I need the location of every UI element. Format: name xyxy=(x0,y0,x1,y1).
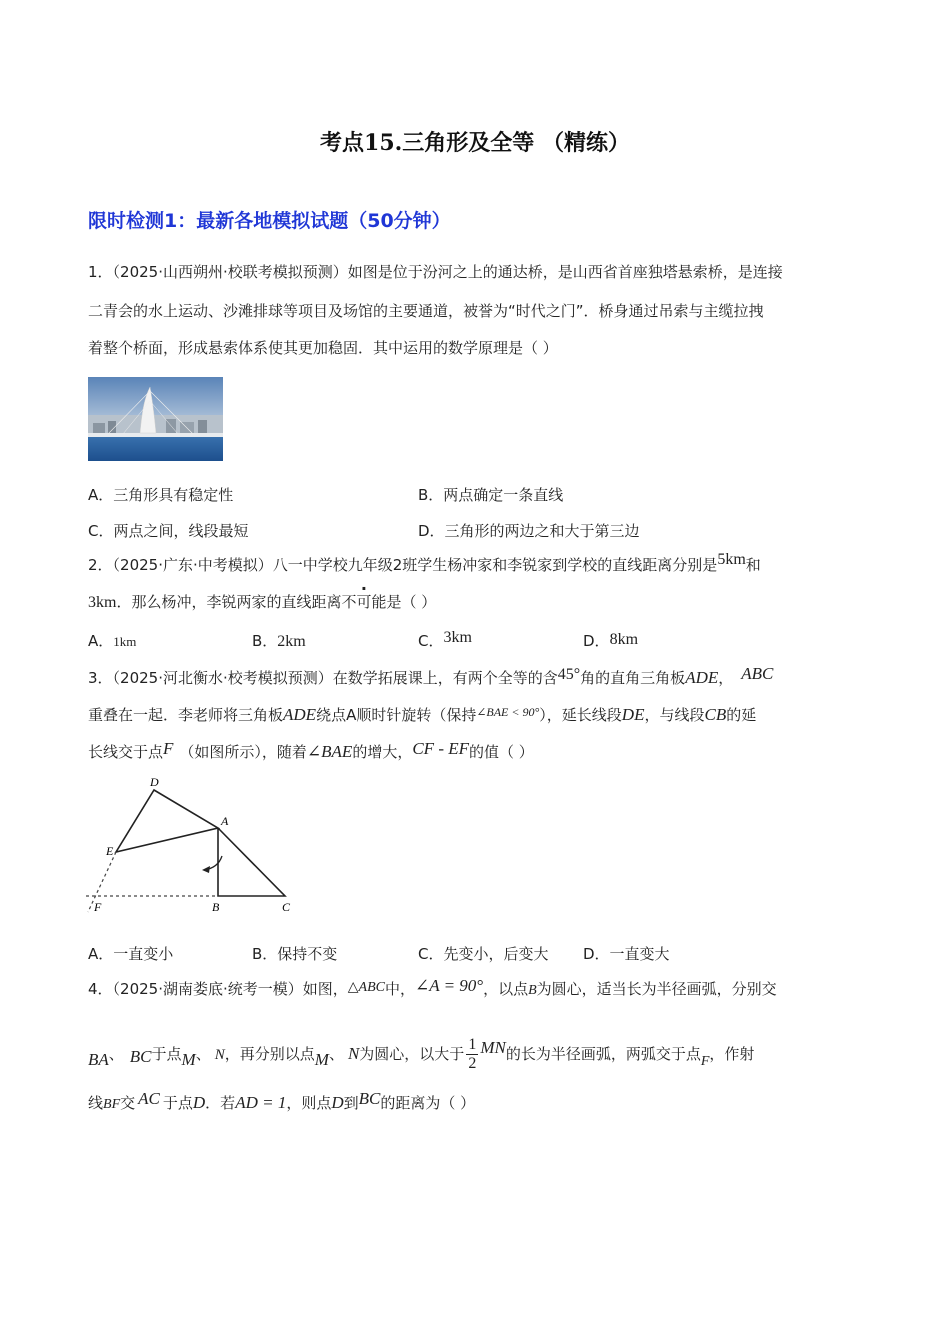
q3-math-angle-bae: ∠BAE xyxy=(306,742,353,761)
q4-line3-b: 交 xyxy=(120,1094,136,1112)
q3-figure xyxy=(84,772,299,917)
q1-option-b[interactable]: B．两点确定一条直线 xyxy=(418,486,564,504)
q4-math-m: M xyxy=(181,1050,196,1069)
q2-option-a[interactable] xyxy=(88,630,136,651)
rotation-arrowhead xyxy=(202,866,210,873)
q4-math-bf: BF xyxy=(103,1097,121,1112)
q2-option-b-label: B． xyxy=(252,632,278,650)
q4-math-n: N xyxy=(214,1047,225,1063)
q1-line1: 1．（2025·山西朔州·校联考模拟预测）如图是位于汾河之上的通达桥，是山西省首座独塔悬索桥，是连接 xyxy=(88,263,783,281)
q4-line1-b: 中， xyxy=(384,980,415,998)
q3-math-cf-ef: CF - EF xyxy=(412,739,469,758)
q3-math-abc: ABC xyxy=(741,664,774,683)
q2-option-b[interactable] xyxy=(252,630,306,651)
q4-math-d: D xyxy=(192,1093,206,1112)
q2-option-d[interactable] xyxy=(583,630,638,651)
label-a: A xyxy=(221,814,229,828)
q3-line2 xyxy=(88,705,756,726)
q4-line1-c: ，以点 xyxy=(483,980,529,998)
q4-math-ad-eq-1: AD = 1 xyxy=(235,1093,287,1112)
q3-line2-c: ），延长线段 xyxy=(539,706,622,724)
q4-math-d-2: D xyxy=(331,1093,344,1112)
q3-option-d[interactable]: D．一直变大 xyxy=(583,945,670,963)
q3-degree: 45° xyxy=(557,666,581,683)
q4-fraction-half xyxy=(466,1036,478,1073)
q4-line2-h: ，作射 xyxy=(709,1045,755,1063)
q4-line3 xyxy=(88,1089,476,1115)
q4-line1 xyxy=(88,976,777,1001)
q3-math-ade-2: ADE xyxy=(283,705,317,724)
bridge-photo xyxy=(88,377,223,461)
q2-emphasis: 不可能 xyxy=(341,593,387,611)
q2-line2-text-b: 是（ ） xyxy=(386,593,437,611)
q4-line2-f: 为圆心，以大于 xyxy=(359,1045,465,1063)
q2-option-c-value: 3km xyxy=(443,629,472,646)
q1-option-a[interactable]: A．三角形具有稳定性 xyxy=(88,486,234,504)
q4-line2-e: 、 xyxy=(328,1045,344,1063)
q3-line1-a: 3．（2025·河北衡水·校考模拟预测）在数学拓展课上，有两个全等的含 xyxy=(88,669,558,687)
q4-math-mn: MN xyxy=(480,1038,506,1057)
q2-value-3km: 3km xyxy=(88,594,117,611)
q3-option-c[interactable]: C．先变小，后变大 xyxy=(418,945,549,963)
q4-math-m-2: M xyxy=(314,1050,329,1069)
q4-line2-b: 于点 xyxy=(151,1045,182,1063)
q4-math-f: F xyxy=(700,1054,710,1069)
q3-line3-a: 长线交于点 xyxy=(88,743,164,761)
q2-line2 xyxy=(88,592,436,613)
q4-line3-g: 的距离为（ ） xyxy=(380,1094,476,1112)
q2-line1 xyxy=(88,551,761,576)
q3-option-a[interactable]: A．一直变小 xyxy=(88,945,174,963)
q4-fraction-denominator: 2 xyxy=(468,1055,477,1072)
q3-math-de: DE xyxy=(621,705,645,724)
q4-line3-a: 线 xyxy=(88,1094,104,1112)
q3-math-cb: CB xyxy=(704,705,727,724)
q3-line2-e: 的延 xyxy=(726,706,757,724)
q3-line2-a: 重叠在一起．李老师将三角板 xyxy=(88,706,284,724)
label-e: E xyxy=(106,844,114,858)
q1-line3: 着整个桥面，形成悬索体系使其更加稳固．其中运用的数学原理是（ ） xyxy=(88,339,558,357)
dashed-extension-ef xyxy=(88,852,116,912)
q2-option-b-value: 2km xyxy=(277,633,306,650)
page-title: 考点15.三角形及全等 （精练） xyxy=(320,130,630,156)
q4-math-ac: AC xyxy=(138,1089,160,1108)
label-d: D xyxy=(150,775,159,789)
q4-line3-c: 于点 xyxy=(162,1094,193,1112)
q3-option-b[interactable]: B．保持不变 xyxy=(252,945,338,963)
q4-line3-e: ，则点 xyxy=(286,1094,332,1112)
q4-line2-a: 、 xyxy=(108,1045,124,1063)
q4-fraction-numerator: 1 xyxy=(468,1036,477,1053)
q4-math-bc: BC xyxy=(129,1047,152,1066)
q3-line2-b: 绕点A顺时针旋转（保持 xyxy=(316,706,477,724)
q4-math-bc-2: BC xyxy=(358,1089,381,1108)
q2-option-c[interactable] xyxy=(418,630,472,651)
q3-sep: ， xyxy=(718,669,734,687)
q2-option-d-value: 8km xyxy=(609,631,639,648)
q4-line1-d: 为圆心，适当长为半径画弧，分别交 xyxy=(536,980,777,998)
q2-option-c-label: C． xyxy=(418,632,444,650)
q4-math-ba: BA xyxy=(88,1050,109,1069)
section-heading: 限时检测1：最新各地模拟试题（50分钟） xyxy=(88,210,451,232)
q4-line2-g: 的长为半径画弧，两弧交于点 xyxy=(505,1045,701,1063)
q3-line1-b: 角的直角三角板 xyxy=(580,669,686,687)
q3-line3-c: 的增大， xyxy=(352,743,413,761)
q4-line3-d: ．若 xyxy=(205,1094,236,1112)
q2-option-d-label: D． xyxy=(583,632,610,650)
q4-line2-c: 、 xyxy=(195,1045,211,1063)
q3-line3-d: 的值（ ） xyxy=(469,743,534,761)
label-c: C xyxy=(282,900,291,914)
q3-math-f: F xyxy=(163,739,174,758)
triangle-abc xyxy=(218,828,285,896)
q3-line3 xyxy=(88,739,534,762)
q4-line3-f: 到 xyxy=(343,1094,359,1112)
q2-option-a-value: 1km xyxy=(113,634,137,649)
q1-option-c[interactable]: C．两点之间，线段最短 xyxy=(88,522,249,540)
q4-math-b: B xyxy=(528,983,537,998)
q2-value-5km: 5km xyxy=(717,551,746,568)
q3-math-ade: ADE xyxy=(685,668,719,687)
q2-option-a-label: A． xyxy=(88,632,114,650)
triangle-ade xyxy=(116,790,218,852)
q3-line1 xyxy=(88,664,774,689)
label-f: F xyxy=(94,900,102,914)
label-b: B xyxy=(212,900,220,914)
q4-math-angle-a: ∠A = 90° xyxy=(415,976,484,995)
q4-line2 xyxy=(88,1036,754,1073)
q1-option-d[interactable]: D．三角形的两边之和大于第三边 xyxy=(418,522,640,540)
q2-line1-text: 2．（2025·广东·中考模拟）八一中学校九年级2班学生杨冲家和李锐家到学校的直线距离分别是 xyxy=(88,556,718,574)
q4-line1-a: 4．（2025·湖南娄底·统考一模）如图， xyxy=(88,980,348,998)
q1-line2: 二青会的水上运动、沙滩排球等项目及场馆的主要通道，被誉为“时代之门”．桥身通过吊索与主缆拉拽 xyxy=(88,302,764,320)
q3-condition: ∠BAE < 90° xyxy=(476,705,540,719)
q2-line2-text-a: ．那么杨冲，李锐两家的直线距离 xyxy=(116,593,342,611)
q2-line1-end: 和 xyxy=(745,556,761,574)
q4-line2-d: ，再分别以点 xyxy=(224,1045,315,1063)
q4-math-triangle: △ABC xyxy=(347,980,385,995)
q4-math-n-2: N xyxy=(347,1044,360,1063)
q3-line2-d: ，与线段 xyxy=(644,706,705,724)
q3-line3-b: （如图所示），随着 xyxy=(179,743,307,761)
